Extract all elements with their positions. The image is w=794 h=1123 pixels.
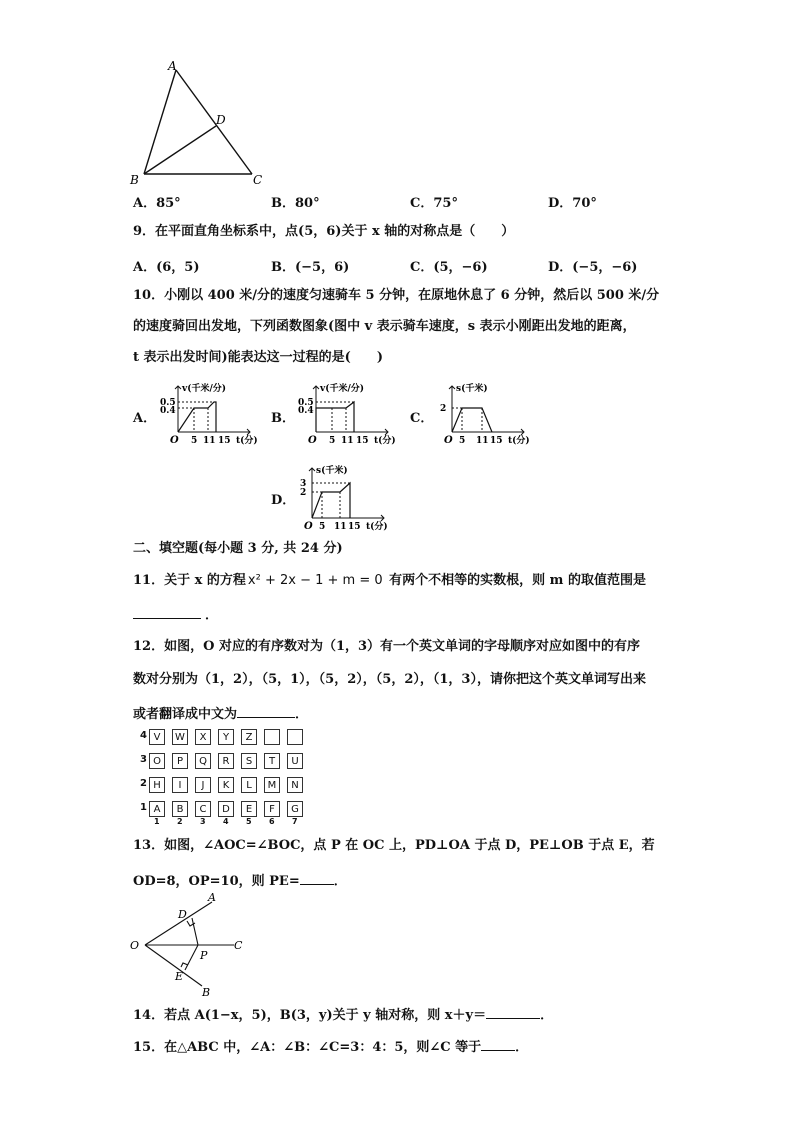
q10-option-b-letter: B． — [271, 411, 295, 426]
q10-a-xtick-2: 11 — [203, 436, 216, 446]
q10-d-xtick-1: 5 — [319, 522, 326, 532]
q13-line-1: 13．如图，∠AOC=∠BOC，点 P 在 OC 上，PD⊥OA 于点 D，PE⊥OB 于点 E，若 — [133, 838, 655, 853]
grid-cell: W — [172, 729, 188, 745]
q15-line — [133, 1036, 528, 1057]
q10-graph-d — [292, 462, 402, 532]
q10-b-xtick-2: 11 — [341, 436, 354, 446]
q9-stem: 9．在平面直角坐标系中，点(5，6)关于 x 轴的对称点是（ ） — [133, 224, 515, 239]
grid-cell: R — [218, 753, 234, 769]
q15-text: 15．在△ABC 中，∠A：∠B：∠C=3：4：5，则∠C 等于 — [133, 1040, 482, 1055]
grid-cell: M — [264, 777, 280, 793]
q10-option-d-letter: D． — [271, 493, 296, 508]
q10-line-3: t 表示出发时间)能表达这一过程的是( ) — [133, 350, 383, 365]
q12-row-label: 4 — [140, 730, 147, 741]
q10-c-origin: O — [444, 435, 453, 446]
q9-option-a: A．(6，5) — [133, 260, 200, 275]
grid-cell: B — [172, 801, 188, 817]
q9-option-c: C．(5，−6) — [410, 260, 488, 275]
grid-cell: H — [149, 777, 165, 793]
q12-col-label: 6 — [269, 817, 275, 826]
grid-cell: T — [264, 753, 280, 769]
q10-graph-a — [158, 380, 268, 450]
grid-cell: D — [218, 801, 234, 817]
grid-cell: P — [172, 753, 188, 769]
q12-col-label: 7 — [292, 817, 298, 826]
grid-cell: I — [172, 777, 188, 793]
q11-end: ． — [205, 608, 219, 623]
q8-option-c: C．75° — [410, 196, 458, 211]
q10-d-xtick-3: 15 — [348, 522, 361, 532]
q10-a-ytick-2: 0.4 — [160, 406, 176, 416]
grid-cell: U — [287, 753, 303, 769]
q10-line-2: 的速度骑回出发地，下列函数图象(图中 v 表示骑车速度，s 表示小刚距出发地的距离， — [133, 319, 636, 334]
q12-line3-prefix: 或者翻译成中文为 — [133, 707, 238, 722]
grid-cell: F — [264, 801, 280, 817]
q11-line-1 — [133, 572, 646, 590]
q8-label-d: D — [216, 113, 226, 127]
q10-d-xtick-2: 11 — [334, 522, 347, 532]
q13-label-c: C — [234, 939, 243, 952]
section-2-heading: 二、填空题(每小题 3 分, 共 24 分) — [133, 541, 343, 556]
q8-triangle-figure — [128, 58, 268, 188]
q10-c-xtick-3: 15 — [490, 436, 503, 446]
q8-option-a: A．85° — [133, 196, 181, 211]
q10-a-ylabel: v(千米/分) — [182, 384, 227, 394]
q10-c-xtick-1: 5 — [459, 436, 466, 446]
grid-cell: V — [149, 729, 165, 745]
q12-col-label: 4 — [223, 817, 229, 826]
q10-c-xlabel: t(分) — [508, 436, 530, 446]
q10-d-ytick-2: 2 — [300, 488, 307, 498]
grid-cell: X — [195, 729, 211, 745]
q13-end: ． — [333, 874, 347, 889]
grid-cell: Z — [241, 729, 257, 745]
q12-line-1: 12．如图，O 对应的有序数对为（1，3）有一个英文单词的字母顺序对应如图中的有序 — [133, 639, 641, 654]
q9-option-b: B．(−5，6) — [271, 260, 350, 275]
q12-col-label: 1 — [154, 817, 160, 826]
q10-option-c-letter: C． — [410, 411, 434, 426]
q10-b-xtick-1: 5 — [329, 436, 336, 446]
grid-cell — [264, 729, 280, 745]
q12-line-3 — [133, 703, 308, 724]
q10-graph-b — [296, 380, 406, 450]
q8-option-b: B．80° — [271, 196, 320, 211]
q10-b-xtick-3: 15 — [356, 436, 369, 446]
q13-answer-blank[interactable] — [300, 870, 334, 885]
q10-option-a-letter: A． — [133, 411, 157, 426]
q12-row-label: 1 — [140, 802, 147, 813]
grid-cell: Y — [218, 729, 234, 745]
q13-label-e: E — [175, 970, 184, 983]
q10-b-ytick-2: 0.4 — [298, 406, 314, 416]
q11-answer-blank[interactable] — [133, 604, 201, 619]
q11-suffix: 有两个不相等的实数根，则 m 的取值范围是 — [384, 573, 646, 588]
q10-d-xlabel: t(分) — [366, 522, 388, 532]
q14-answer-blank[interactable] — [486, 1004, 540, 1019]
q12-row-label: 2 — [140, 778, 147, 789]
q13-label-b: B — [202, 986, 211, 999]
q8-label-a: A — [168, 59, 177, 73]
q13-label-o: O — [130, 939, 140, 952]
q10-c-ylabel: s(千米) — [456, 384, 488, 394]
q10-a-xtick-3: 15 — [218, 436, 231, 446]
q12-col-label: 5 — [246, 817, 252, 826]
q12-end: ． — [295, 707, 309, 722]
q13-angle-figure — [128, 888, 258, 1000]
q10-line-1: 10．小刚以 400 米/分的速度匀速骑车 5 分钟，在原地休息了 6 分钟，然后以 500 米/分 — [133, 288, 660, 303]
grid-cell: S — [241, 753, 257, 769]
q15-answer-blank[interactable] — [481, 1036, 515, 1051]
q13-label-a: A — [208, 891, 216, 904]
grid-cell: Q — [195, 753, 211, 769]
q11-equation: x² + 2x − 1 + m = 0 — [247, 573, 383, 588]
q15-end: ． — [515, 1040, 529, 1055]
q10-b-ytick-1: 0.5 — [298, 398, 314, 408]
grid-cell: G — [287, 801, 303, 817]
q14-text: 14．若点 A(1−x，5)，B(3，y)关于 y 轴对称，则 x＋y＝ — [133, 1008, 487, 1023]
q8-option-d: D．70° — [548, 196, 597, 211]
q12-col-label: 3 — [200, 817, 206, 826]
q10-b-xlabel: t(分) — [374, 436, 396, 446]
q11-line-2 — [133, 604, 218, 625]
q10-c-ytick-1: 2 — [440, 404, 447, 414]
q10-d-ytick-1: 3 — [300, 479, 307, 489]
q10-d-ylabel: s(千米) — [316, 466, 348, 476]
q8-label-b: B — [130, 173, 139, 187]
grid-cell — [287, 729, 303, 745]
q9-option-d: D．(−5，−6) — [548, 260, 638, 275]
q12-answer-blank[interactable] — [237, 703, 295, 718]
q11-prefix: 11．关于 x 的方程 — [133, 573, 246, 588]
grid-cell: L — [241, 777, 257, 793]
grid-cell: C — [195, 801, 211, 817]
q12-letter-grid — [140, 727, 310, 826]
q12-line-2: 数对分别为（1，2），（5，1），（5，2），（5，2），（1，3），请你把这个英文单词写出来 — [133, 672, 646, 687]
q10-a-xtick-1: 5 — [191, 436, 198, 446]
grid-cell: A — [149, 801, 165, 817]
q10-a-ytick-1: 0.5 — [160, 398, 176, 408]
q14-end: ． — [540, 1008, 554, 1023]
q13-line2-prefix: OD=8，OP=10，则 PE= — [133, 874, 300, 889]
grid-cell: E — [241, 801, 257, 817]
q12-row-label: 3 — [140, 754, 147, 765]
grid-cell: J — [195, 777, 211, 793]
q12-col-label: 2 — [177, 817, 183, 826]
grid-cell: K — [218, 777, 234, 793]
q13-label-p: P — [200, 949, 208, 962]
q10-b-origin: O — [308, 435, 317, 446]
q10-d-origin: O — [304, 521, 313, 532]
q10-a-xlabel: t(分) — [236, 436, 258, 446]
q14-line — [133, 1004, 553, 1025]
q10-c-xtick-2: 11 — [476, 436, 489, 446]
q8-label-c: C — [253, 173, 263, 187]
q10-a-origin: O — [170, 435, 179, 446]
grid-cell: O — [149, 753, 165, 769]
grid-cell: N — [287, 777, 303, 793]
q10-graph-c — [432, 380, 542, 450]
q10-b-ylabel: v(千米/分) — [320, 384, 365, 394]
q13-label-d: D — [178, 908, 187, 921]
